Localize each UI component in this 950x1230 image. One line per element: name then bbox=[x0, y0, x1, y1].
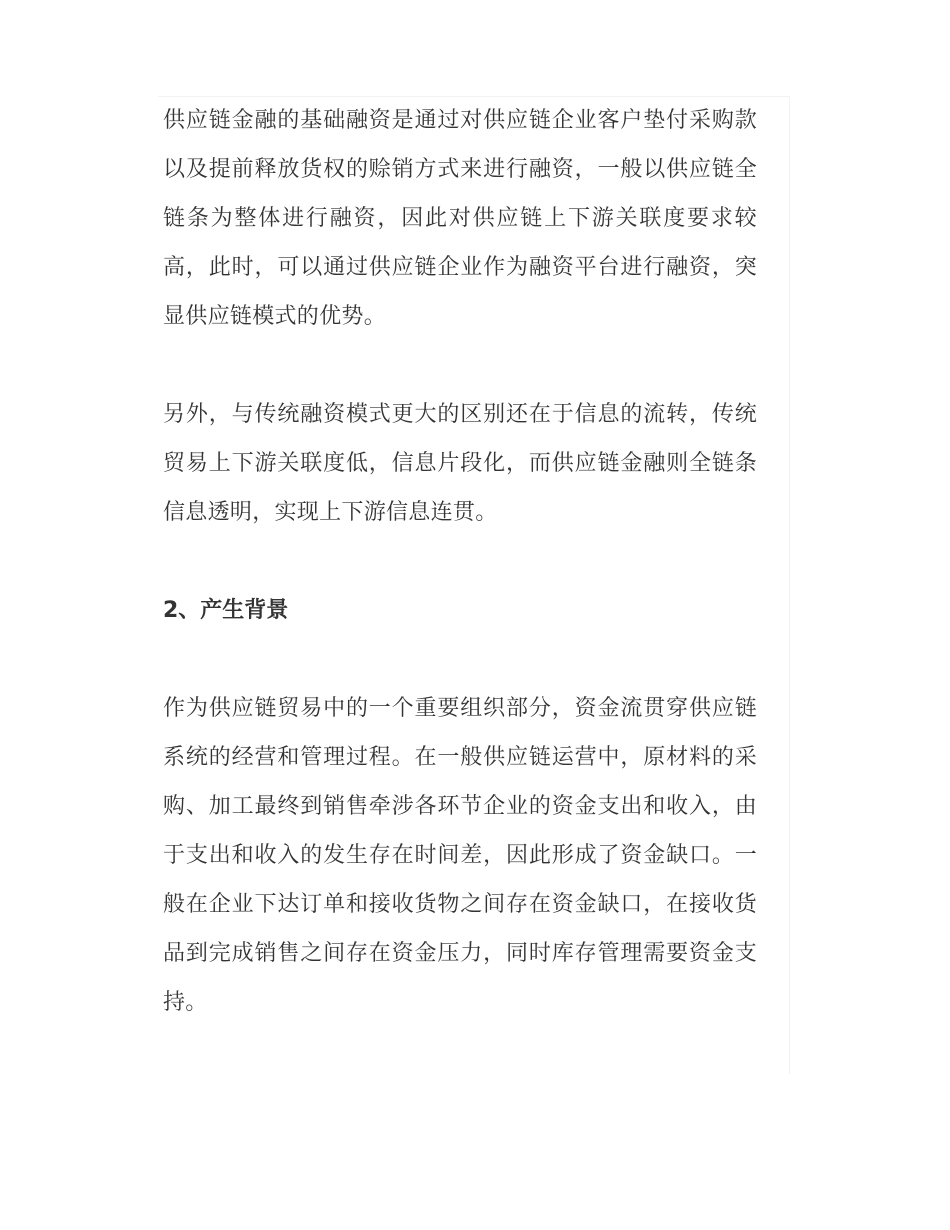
paragraph-capital-flow: 作为供应链贸易中的一个重要组织部分，资金流贯穿供应链系统的经营和管理过程。在一般供应链运营中，原材料的采购、加工最终到销售牵涉各环节企业的资金支出和收入，由于支出和收入的发生存在时间差，因此形成了资金缺口。一般在企业下达订单和接收货物之间存在资金缺口，在接收货品到完成销售之间存在资金压力，同时库存管理需要资金支持。 bbox=[163, 696, 757, 1015]
paragraph-financing-basis: 供应链金融的基础融资是通过对供应链企业客户垫付采购款以及提前释放货权的赊销方式来进行融资，一般以供应链全链条为整体进行融资，因此对供应链上下游关联度要求较高，此时，可以通过供应链企业作为融资平台进行融资，突显供应链模式的优势。 bbox=[163, 108, 757, 329]
paragraph-information-flow: 另外，与传统融资模式更大的区别还在于信息的流转，传统贸易上下游关联度低，信息片段化，而供应链金融则全链条信息透明，实现上下游信息连贯。 bbox=[163, 402, 757, 525]
section-heading-background: 2、产生背景 bbox=[163, 598, 289, 623]
article-body bbox=[163, 96, 757, 1027]
